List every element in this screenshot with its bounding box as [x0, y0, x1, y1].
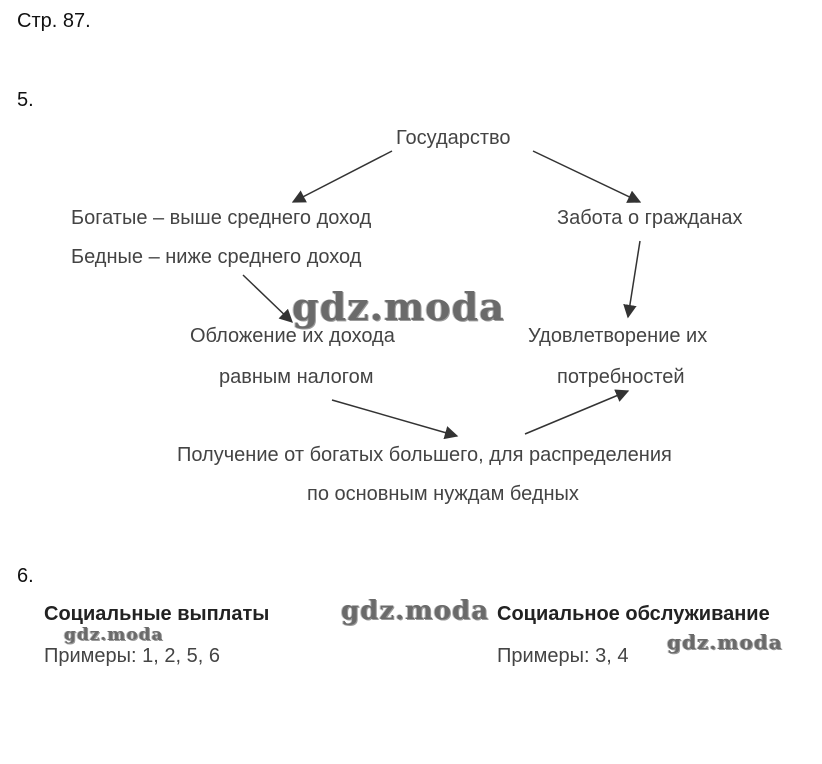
node-state: Государство — [396, 127, 511, 149]
node-tax-line2: равным налогом — [219, 366, 374, 388]
node-rich: Богатые – выше среднего доход — [71, 207, 372, 229]
arrow-receive-to-satisfy — [525, 391, 628, 434]
node-receive-line2: по основным нуждам бедных — [307, 483, 579, 505]
watermark-logo: gdz.moda — [292, 284, 505, 329]
arrow-state-to-care — [533, 151, 640, 202]
node-satisfy-line1: Удовлетворение их — [528, 325, 708, 347]
arrow-care-to-satisfy — [628, 241, 640, 317]
watermark-logo: gdz.moda — [341, 596, 490, 626]
social-services-title: Социальное обслуживание — [497, 603, 770, 625]
task-6-number: 6. — [17, 565, 34, 587]
node-care: Забота о гражданах — [557, 207, 743, 229]
arrow-tax-to-receive — [332, 400, 457, 436]
social-services-examples: Примеры: 3, 4 — [497, 645, 629, 667]
node-satisfy-line2: потребностей — [557, 366, 685, 388]
watermark-logo: gdz.moda — [667, 630, 783, 654]
social-payments-examples: Примеры: 1, 2, 5, 6 — [44, 645, 220, 667]
node-receive-line1: Получение от богатых большего, для распределения — [177, 444, 672, 466]
watermark-logo: gdz.moda — [64, 625, 164, 645]
node-tax-line1: Обложение их дохода — [190, 325, 395, 347]
page-label: Стр. 87. — [17, 10, 91, 32]
task-5-number: 5. — [17, 89, 34, 111]
social-payments-title: Социальные выплаты — [44, 603, 270, 625]
node-poor: Бедные – ниже среднего доход — [71, 246, 362, 268]
arrow-state-to-rich — [293, 151, 392, 202]
arrow-poor-to-tax — [243, 275, 292, 322]
